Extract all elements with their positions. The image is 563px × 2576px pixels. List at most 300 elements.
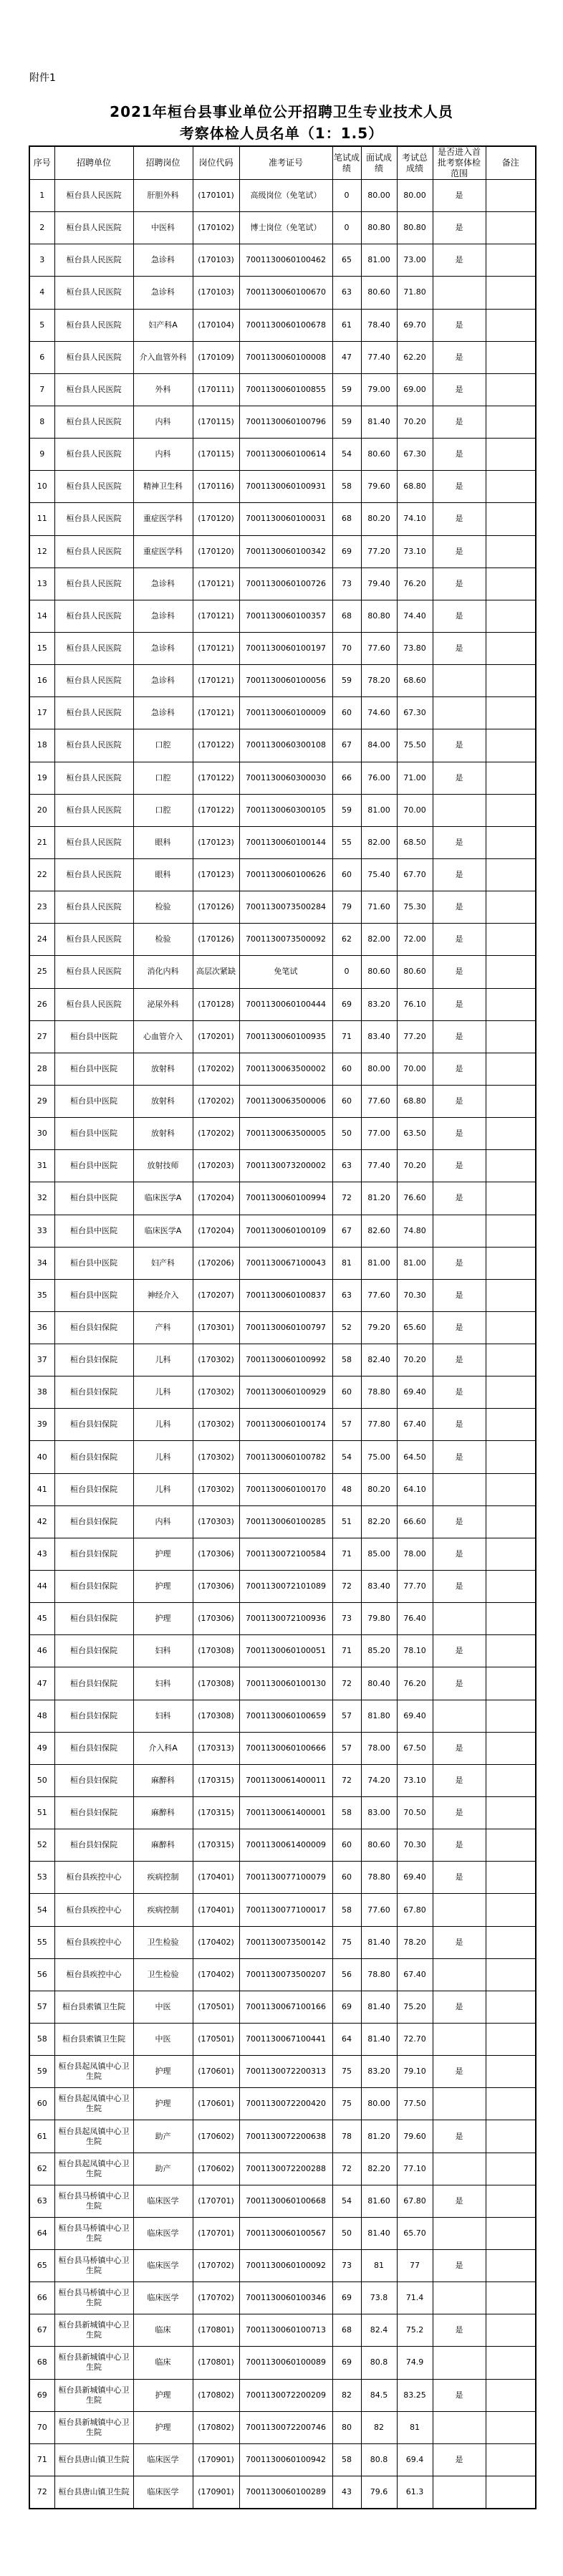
cell-unit: 桓台县妇保院 [54, 1700, 133, 1732]
cell-code: (170801) [193, 2347, 239, 2379]
cell-code: (170126) [193, 891, 239, 924]
cell-no: 57 [29, 1991, 54, 2023]
table-row [29, 1862, 536, 1894]
cell-written-score: 54 [332, 1441, 361, 1473]
cell-remarks [486, 1991, 536, 2023]
table-row [29, 2443, 536, 2476]
cell-written-score: 0 [332, 212, 361, 244]
cell-no: 3 [29, 244, 54, 277]
cell-ticket: 免笔试 [239, 956, 332, 988]
cell-interview-score: 76.00 [361, 762, 397, 794]
cell-ticket: 7001130063500002 [239, 1053, 332, 1085]
cell-no: 39 [29, 1409, 54, 1441]
cell-ticket: 7001130072200638 [239, 2120, 332, 2153]
cell-ticket: 7001130060100567 [239, 2217, 332, 2249]
cell-interview-score: 81.20 [361, 1182, 397, 1215]
cell-first-batch [433, 2411, 486, 2443]
table-header-row [29, 146, 536, 180]
cell-ticket: 7001130060300108 [239, 729, 332, 762]
cell-remarks [486, 891, 536, 924]
cell-remarks [486, 2056, 536, 2088]
cell-interview-score: 78.40 [361, 309, 397, 341]
cell-code: (170308) [193, 1635, 239, 1667]
cell-code: (170120) [193, 503, 239, 535]
cell-interview-score: 80.00 [361, 2088, 397, 2120]
cell-position: 消化内科 [133, 956, 193, 988]
cell-interview-score: 81.80 [361, 1700, 397, 1732]
cell-total-score: 77.50 [397, 2088, 433, 2120]
table-row [29, 1829, 536, 1862]
cell-remarks [486, 1344, 536, 1376]
cell-unit: 桓台县妇保院 [54, 1311, 133, 1344]
cell-first-batch [433, 1473, 486, 1505]
cell-code: (170402) [193, 1958, 239, 1991]
table-row [29, 2379, 536, 2411]
cell-interview-score: 77.00 [361, 1118, 397, 1150]
cell-total-score: 67.30 [397, 439, 433, 471]
cell-ticket: 7001130077100079 [239, 1862, 332, 1894]
cell-interview-score: 79.00 [361, 373, 397, 406]
cell-code: (170602) [193, 2120, 239, 2153]
cell-written-score: 58 [332, 1894, 361, 1926]
cell-no: 45 [29, 1603, 54, 1635]
cell-remarks [486, 665, 536, 697]
cell-code: (170128) [193, 988, 239, 1020]
cell-position: 内科 [133, 1505, 193, 1538]
cell-first-batch [433, 2024, 486, 2056]
cell-position: 中医科 [133, 212, 193, 244]
cell-unit: 桓台县妇保院 [54, 1505, 133, 1538]
cell-unit: 桓台县人民医院 [54, 956, 133, 988]
cell-ticket: 7001130060100782 [239, 1441, 332, 1473]
cell-no: 12 [29, 535, 54, 568]
cell-no: 28 [29, 1053, 54, 1085]
cell-ticket: 7001130060100935 [239, 1020, 332, 1053]
cell-ticket: 7001130060100713 [239, 2314, 332, 2347]
table-row [29, 1118, 536, 1150]
cell-no: 34 [29, 1247, 54, 1279]
page-title-line2: 考察体检人员名单（1：1.5） [179, 125, 384, 142]
cell-code: (170111) [193, 373, 239, 406]
cell-interview-score: 77.40 [361, 341, 397, 373]
cell-unit: 桓台县妇保院 [54, 1376, 133, 1409]
cell-interview-score: 81.40 [361, 406, 397, 438]
cell-unit: 桓台县人民医院 [54, 729, 133, 762]
cell-no: 36 [29, 1311, 54, 1344]
cell-code: (170315) [193, 1797, 239, 1829]
cell-unit: 桓台县人民医院 [54, 212, 133, 244]
cell-ticket: 7001130060100056 [239, 665, 332, 697]
cell-code: (170121) [193, 600, 239, 632]
cell-written-score: 64 [332, 2024, 361, 2056]
cell-written-score: 69 [332, 2347, 361, 2379]
cell-total-score: 78.20 [397, 1926, 433, 1958]
cell-code: (170401) [193, 1862, 239, 1894]
cell-code: (170121) [193, 665, 239, 697]
cell-total-score: 68.80 [397, 471, 433, 503]
cell-total-score: 69.00 [397, 373, 433, 406]
cell-position: 中医 [133, 2024, 193, 2056]
cell-interview-score: 84.00 [361, 729, 397, 762]
cell-total-score: 77.70 [397, 1571, 433, 1603]
cell-total-score: 79.10 [397, 2056, 433, 2088]
cell-written-score: 61 [332, 309, 361, 341]
cell-written-score: 72 [332, 1182, 361, 1215]
cell-unit: 桓台县唐山镇卫生院 [54, 2443, 133, 2476]
cell-no: 20 [29, 794, 54, 826]
cell-position: 护理 [133, 1603, 193, 1635]
cell-total-score: 65.70 [397, 2217, 433, 2249]
cell-interview-score: 78.80 [361, 1862, 397, 1894]
cell-first-batch: 是 [433, 1311, 486, 1344]
cell-remarks [486, 1667, 536, 1700]
cell-first-batch: 是 [433, 1505, 486, 1538]
cell-unit: 桓台县妇保院 [54, 1603, 133, 1635]
cell-remarks [486, 2024, 536, 2056]
cell-remarks [486, 1797, 536, 1829]
cell-ticket: 7001130060100837 [239, 1279, 332, 1311]
cell-position: 口腔 [133, 762, 193, 794]
cell-position: 放射技师 [133, 1150, 193, 1182]
cell-ticket: 7001130060100931 [239, 471, 332, 503]
cell-remarks [486, 471, 536, 503]
cell-first-batch: 是 [433, 1182, 486, 1215]
cell-code: (170308) [193, 1667, 239, 1700]
table-row [29, 2314, 536, 2347]
cell-code: (170202) [193, 1118, 239, 1150]
table-row [29, 1958, 536, 1991]
cell-position: 护理 [133, 2088, 193, 2120]
cell-no: 24 [29, 924, 54, 956]
cell-first-batch: 是 [433, 1829, 486, 1862]
cell-unit: 桓台县马桥镇中心卫生院 [54, 2282, 133, 2314]
cell-total-score: 73.80 [397, 632, 433, 664]
cell-unit: 桓台县人民医院 [54, 826, 133, 858]
cell-no: 22 [29, 858, 54, 891]
cell-total-score: 66.60 [397, 1505, 433, 1538]
cell-interview-score: 81.40 [361, 2217, 397, 2249]
table-row [29, 2056, 536, 2088]
cell-written-score: 79 [332, 891, 361, 924]
cell-position: 麻醉科 [133, 1797, 193, 1829]
table-row [29, 600, 536, 632]
cell-unit: 桓台县人民医院 [54, 988, 133, 1020]
cell-position: 临床医学 [133, 2185, 193, 2217]
cell-written-score: 69 [332, 988, 361, 1020]
cell-written-score: 60 [332, 1376, 361, 1409]
col-header-code: 岗位代码 [193, 146, 239, 180]
cell-total-score: 68.60 [397, 665, 433, 697]
cell-written-score: 60 [332, 858, 361, 891]
cell-total-score: 64.50 [397, 1441, 433, 1473]
cell-total-score: 80.60 [397, 956, 433, 988]
cell-total-score: 70.20 [397, 1344, 433, 1376]
cell-first-batch: 是 [433, 2250, 486, 2282]
cell-position: 疾病控制 [133, 1862, 193, 1894]
cell-written-score: 58 [332, 471, 361, 503]
cell-ticket: 7001130060100666 [239, 1732, 332, 1764]
table-row [29, 212, 536, 244]
cell-remarks [486, 826, 536, 858]
cell-remarks [486, 2347, 536, 2379]
cell-position: 神经介入 [133, 1279, 193, 1311]
cell-no: 15 [29, 632, 54, 664]
cell-unit: 桓台县中医院 [54, 1279, 133, 1311]
cell-written-score: 63 [332, 1279, 361, 1311]
cell-unit: 桓台县起凤镇中心卫生院 [54, 2088, 133, 2120]
cell-written-score: 70 [332, 632, 361, 664]
cell-position: 急诊科 [133, 568, 193, 600]
cell-unit: 桓台县人民医院 [54, 244, 133, 277]
cell-no: 31 [29, 1150, 54, 1182]
cell-total-score: 79.60 [397, 2120, 433, 2153]
cell-code: (170101) [193, 180, 239, 212]
cell-position: 护理 [133, 1538, 193, 1570]
cell-interview-score: 81 [361, 2250, 397, 2282]
cell-remarks [486, 1085, 536, 1117]
cell-total-score: 65.60 [397, 1311, 433, 1344]
cell-written-score: 80 [332, 2411, 361, 2443]
cell-no: 40 [29, 1441, 54, 1473]
cell-interview-score: 82.60 [361, 1215, 397, 1247]
cell-total-score: 67.50 [397, 1732, 433, 1764]
cell-code: (170204) [193, 1182, 239, 1215]
cell-first-batch [433, 665, 486, 697]
cell-remarks [486, 1926, 536, 1958]
cell-unit: 桓台县妇保院 [54, 1667, 133, 1700]
cell-no: 65 [29, 2250, 54, 2282]
cell-position: 临床医学 [133, 2476, 193, 2508]
cell-remarks [486, 858, 536, 891]
cell-code: (170315) [193, 1829, 239, 1862]
cell-code: (170601) [193, 2056, 239, 2088]
table-row [29, 341, 536, 373]
cell-interview-score: 81.00 [361, 1247, 397, 1279]
table-row [29, 2476, 536, 2508]
cell-ticket: 7001130072200746 [239, 2411, 332, 2443]
cell-remarks [486, 2282, 536, 2314]
cell-position: 麻醉科 [133, 1764, 193, 1796]
cell-remarks [486, 2411, 536, 2443]
cell-total-score: 75.2 [397, 2314, 433, 2347]
cell-remarks [486, 762, 536, 794]
table-row [29, 1991, 536, 2023]
cell-first-batch: 是 [433, 439, 486, 471]
cell-ticket: 7001130061400009 [239, 1829, 332, 1862]
cell-interview-score: 83.40 [361, 1020, 397, 1053]
cell-written-score: 68 [332, 2314, 361, 2347]
cell-first-batch [433, 277, 486, 309]
cell-total-score: 69.40 [397, 1862, 433, 1894]
cell-ticket: 7001130060100929 [239, 1376, 332, 1409]
cell-interview-score: 85.20 [361, 1635, 397, 1667]
cell-position: 临床 [133, 2347, 193, 2379]
cell-total-score: 72.00 [397, 924, 433, 956]
cell-total-score: 76.20 [397, 568, 433, 600]
cell-interview-score: 79.60 [361, 471, 397, 503]
cell-interview-score: 83.00 [361, 1797, 397, 1829]
cell-total-score: 72.70 [397, 2024, 433, 2056]
cell-interview-score: 81.00 [361, 794, 397, 826]
cell-no: 58 [29, 2024, 54, 2056]
cell-ticket: 7001130072100936 [239, 1603, 332, 1635]
cell-no: 33 [29, 1215, 54, 1247]
cell-total-score: 68.80 [397, 1085, 433, 1117]
cell-total-score: 69.70 [397, 309, 433, 341]
cell-unit: 桓台县人民医院 [54, 503, 133, 535]
table-row [29, 1376, 536, 1409]
cell-ticket: 7001130060100197 [239, 632, 332, 664]
cell-code: (170306) [193, 1603, 239, 1635]
cell-interview-score: 77.60 [361, 1085, 397, 1117]
cell-total-score: 70.00 [397, 1053, 433, 1085]
table-row [29, 956, 536, 988]
cell-position: 临床医学A [133, 1182, 193, 1215]
cell-written-score: 54 [332, 2185, 361, 2217]
cell-interview-score: 80.00 [361, 180, 397, 212]
cell-written-score: 43 [332, 2476, 361, 2508]
cell-written-score: 72 [332, 1571, 361, 1603]
cell-no: 64 [29, 2217, 54, 2249]
cell-position: 急诊科 [133, 244, 193, 277]
cell-no: 68 [29, 2347, 54, 2379]
table-row [29, 2347, 536, 2379]
table-row [29, 1926, 536, 1958]
cell-unit: 桓台县起凤镇中心卫生院 [54, 2120, 133, 2153]
cell-ticket: 7001130060100670 [239, 277, 332, 309]
cell-ticket: 7001130060100109 [239, 1215, 332, 1247]
cell-unit: 桓台县中医院 [54, 1053, 133, 1085]
cell-position: 介入科A [133, 1732, 193, 1764]
table-row [29, 2088, 536, 2120]
cell-position: 检验 [133, 891, 193, 924]
col-header-no: 序号 [29, 146, 54, 180]
cell-remarks [486, 2476, 536, 2508]
cell-ticket: 7001130060100994 [239, 1182, 332, 1215]
cell-remarks [486, 2443, 536, 2476]
cell-unit: 桓台县妇保院 [54, 1635, 133, 1667]
cell-remarks [486, 1635, 536, 1667]
cell-code: (170121) [193, 697, 239, 729]
cell-written-score: 66 [332, 762, 361, 794]
cell-written-score: 63 [332, 1150, 361, 1182]
cell-total-score: 67.40 [397, 1958, 433, 1991]
cell-position: 眼科 [133, 858, 193, 891]
cell-no: 2 [29, 212, 54, 244]
cell-unit: 桓台县人民医院 [54, 439, 133, 471]
cell-remarks [486, 439, 536, 471]
cell-interview-score: 82.20 [361, 2153, 397, 2185]
cell-first-batch: 是 [433, 2379, 486, 2411]
cell-position: 儿科 [133, 1376, 193, 1409]
cell-first-batch: 是 [433, 568, 486, 600]
cell-no: 5 [29, 309, 54, 341]
cell-remarks [486, 1311, 536, 1344]
cell-position: 护理 [133, 2379, 193, 2411]
cell-unit: 桓台县妇保院 [54, 1764, 133, 1796]
cell-position: 儿科 [133, 1344, 193, 1376]
cell-written-score: 48 [332, 1473, 361, 1505]
cell-interview-score: 82.00 [361, 924, 397, 956]
cell-code: (170308) [193, 1700, 239, 1732]
cell-first-batch: 是 [433, 309, 486, 341]
cell-interview-score: 79.40 [361, 568, 397, 600]
cell-remarks [486, 1118, 536, 1150]
page-title [0, 101, 563, 144]
cell-written-score: 71 [332, 1020, 361, 1053]
cell-position: 妇科 [133, 1635, 193, 1667]
cell-total-score: 70.20 [397, 1150, 433, 1182]
cell-first-batch: 是 [433, 1053, 486, 1085]
cell-ticket: 7001130073500207 [239, 1958, 332, 1991]
cell-unit: 桓台县妇保院 [54, 1409, 133, 1441]
cell-first-batch: 是 [433, 600, 486, 632]
personnel-table [29, 145, 536, 2509]
cell-unit: 桓台县人民医院 [54, 535, 133, 568]
cell-position: 心血管介入 [133, 1020, 193, 1053]
cell-interview-score: 78.20 [361, 665, 397, 697]
cell-total-score: 70.30 [397, 1829, 433, 1862]
cell-unit: 桓台县人民医院 [54, 762, 133, 794]
cell-total-score: 76.20 [397, 1667, 433, 1700]
cell-position: 儿科 [133, 1409, 193, 1441]
cell-no: 70 [29, 2411, 54, 2443]
cell-written-score: 67 [332, 1215, 361, 1247]
cell-first-batch [433, 697, 486, 729]
cell-first-batch [433, 794, 486, 826]
cell-unit: 桓台县索镇卫生院 [54, 1991, 133, 2023]
cell-unit: 桓台县人民医院 [54, 180, 133, 212]
cell-remarks [486, 1505, 536, 1538]
cell-unit: 桓台县妇保院 [54, 1829, 133, 1862]
cell-total-score: 73.10 [397, 1764, 433, 1796]
cell-written-score: 65 [332, 244, 361, 277]
cell-ticket: 7001130060100092 [239, 2250, 332, 2282]
cell-position: 儿科 [133, 1441, 193, 1473]
cell-code: (170402) [193, 1926, 239, 1958]
cell-first-batch: 是 [433, 1279, 486, 1311]
cell-ticket: 7001130060100726 [239, 568, 332, 600]
cell-ticket: 7001130060100357 [239, 600, 332, 632]
cell-remarks [486, 406, 536, 438]
cell-remarks [486, 1894, 536, 1926]
cell-no: 42 [29, 1505, 54, 1538]
cell-interview-score: 83.20 [361, 988, 397, 1020]
table-row [29, 1764, 536, 1796]
table-row [29, 1020, 536, 1053]
cell-ticket: 7001130067100166 [239, 1991, 332, 2023]
cell-no: 26 [29, 988, 54, 1020]
cell-total-score: 70.00 [397, 794, 433, 826]
table-row [29, 2185, 536, 2217]
cell-no: 11 [29, 503, 54, 535]
cell-total-score: 63.50 [397, 1118, 433, 1150]
cell-no: 13 [29, 568, 54, 600]
cell-remarks [486, 2088, 536, 2120]
cell-no: 71 [29, 2443, 54, 2476]
cell-code: (170201) [193, 1020, 239, 1053]
table-row [29, 2120, 536, 2153]
cell-unit: 桓台县人民医院 [54, 697, 133, 729]
cell-code: (170501) [193, 2024, 239, 2056]
cell-written-score: 59 [332, 665, 361, 697]
cell-first-batch: 是 [433, 471, 486, 503]
cell-code: (170122) [193, 729, 239, 762]
cell-unit: 桓台县马桥镇中心卫生院 [54, 2185, 133, 2217]
cell-total-score: 76.10 [397, 988, 433, 1020]
cell-interview-score: 78.80 [361, 1376, 397, 1409]
cell-written-score: 69 [332, 535, 361, 568]
